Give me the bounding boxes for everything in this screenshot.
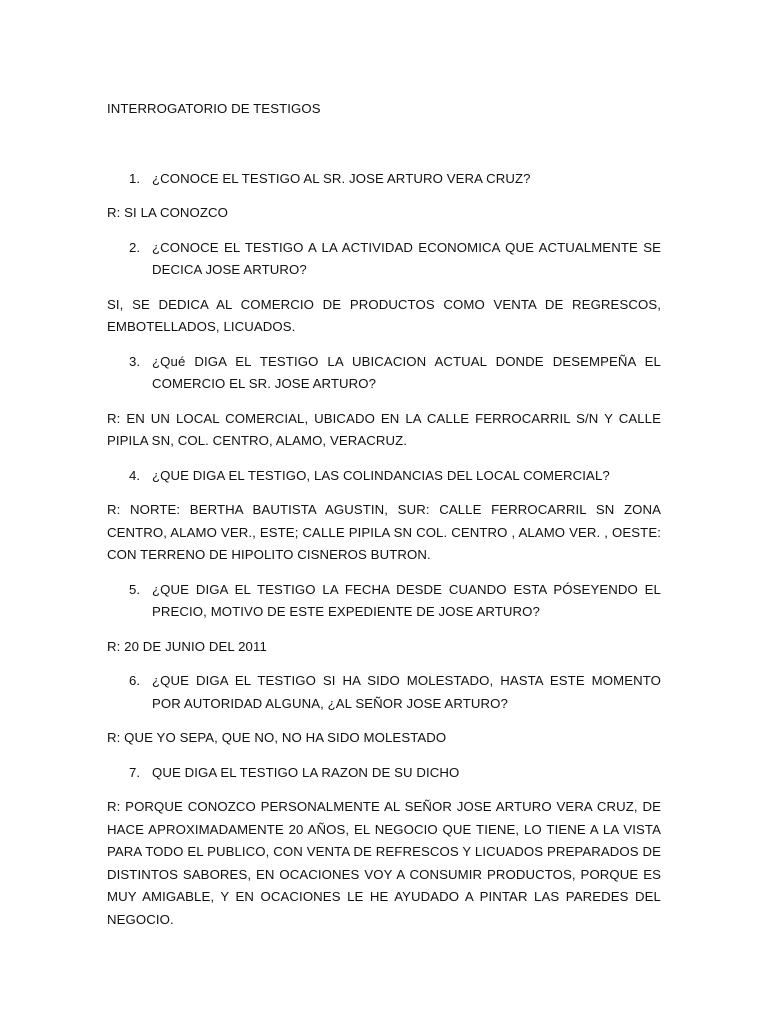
question (107, 168, 661, 191)
question (107, 670, 661, 715)
question-number: 3. (129, 353, 141, 369)
qa-item (107, 465, 661, 567)
question-text: ¿CONOCE EL TESTIGO AL SR. JOSE ARTURO VERA CRUZ? (152, 170, 531, 186)
answer-text: R: PORQUE CONOZCO PERSONALMENTE AL SEÑOR JOSE ARTURO VERA CRUZ, DE HACE APROXIMADAMENTE 20 AÑOS, EL NEGOCIO QUE TIENE, LO TIENE A LA VISTA PARA TODO EL PUBLICO, CON VENTA DE REFRESCOS Y LICUADOS PREPARADOS DE DISTINTOS SABORES, EN OCACIONES VOY A CONSUMIR PRODUCTOS, PORQUE ES MUY AMIGABLE, Y EN OCACIONES LE HE AYUDADO A PINTAR LAS PAREDES DEL NEGOCIO. (107, 799, 661, 927)
answer-text: R: QUE YO SEPA, QUE NO, NO HA SIDO MOLESTADO (107, 730, 447, 745)
question-text: ¿QUE DIGA EL TESTIGO SI HA SIDO MOLESTADO, HASTA ESTE MOMENTO POR AUTORIDAD ALGUNA, ¿AL SEÑOR JOSE ARTURO? (152, 673, 661, 711)
question-text: QUE DIGA EL TESTIGO LA RAZON DE SU DICHO (152, 764, 460, 780)
answer-text: R: NORTE: BERTHA BAUTISTA AGUSTIN, SUR: CALLE FERROCARRIL SN ZONA CENTRO, ALAMO VER., ESTE; CALLE PIPILA SN COL. CENTRO , ALAMO VER. , OESTE: CON TERRENO DE HIPOLITO CISNEROS BUTRON. (107, 502, 661, 562)
document-title: INTERROGATORIO DE TESTIGOS (107, 101, 321, 116)
question-number: 1. (129, 170, 141, 186)
qa-item (107, 579, 661, 659)
question (107, 465, 661, 488)
answer-text: R: EN UN LOCAL COMERCIAL, UBICADO EN LA CALLE FERROCARRIL S/N Y CALLE PIPILA SN, COL. CENTRO, ALAMO, VERACRUZ. (107, 410, 661, 448)
question-text: ¿Qué DIGA EL TESTIGO LA UBICACION ACTUAL DONDE DESEMPEÑA EL COMERCIO EL SR. JOSE ARTURO? (152, 353, 661, 391)
answer-text: R: 20 DE JUNIO DEL 2011 (107, 638, 267, 654)
question-number: 7. (129, 764, 141, 780)
question (107, 579, 661, 624)
question-text: ¿CONOCE EL TESTIGO A LA ACTIVIDAD ECONOMICA QUE ACTUALMENTE SE DECICA JOSE ARTURO? (152, 239, 661, 277)
answer-text: R: SI LA CONOZCO (107, 205, 229, 220)
qa-item (107, 670, 661, 750)
qa-item (107, 762, 661, 932)
question-text: ¿QUE DIGA EL TESTIGO LA FECHA DESDE CUANDO ESTA PÓSEYENDO EL PRECIO, MOTIVO DE ESTE EXPEDIENTE DE JOSE ARTURO? (152, 581, 661, 619)
qa-item (107, 351, 661, 453)
answer-text: SI, SE DEDICA AL COMERCIO DE PRODUCTOS COMO VENTA DE REGRESCOS, EMBOTELLADOS, LICUADOS. (107, 296, 661, 334)
qa-item (107, 237, 661, 339)
question-number: 6. (129, 673, 141, 688)
question-text: ¿QUE DIGA EL TESTIGO, LAS COLINDANCIAS DEL LOCAL COMERCIAL? (152, 467, 610, 483)
question (107, 762, 661, 785)
question-number: 2. (129, 239, 141, 255)
question (107, 351, 661, 396)
question (107, 237, 661, 282)
question-number: 4. (129, 467, 141, 483)
qa-item (107, 168, 661, 225)
question-number: 5. (129, 581, 141, 597)
document-body (107, 98, 661, 943)
